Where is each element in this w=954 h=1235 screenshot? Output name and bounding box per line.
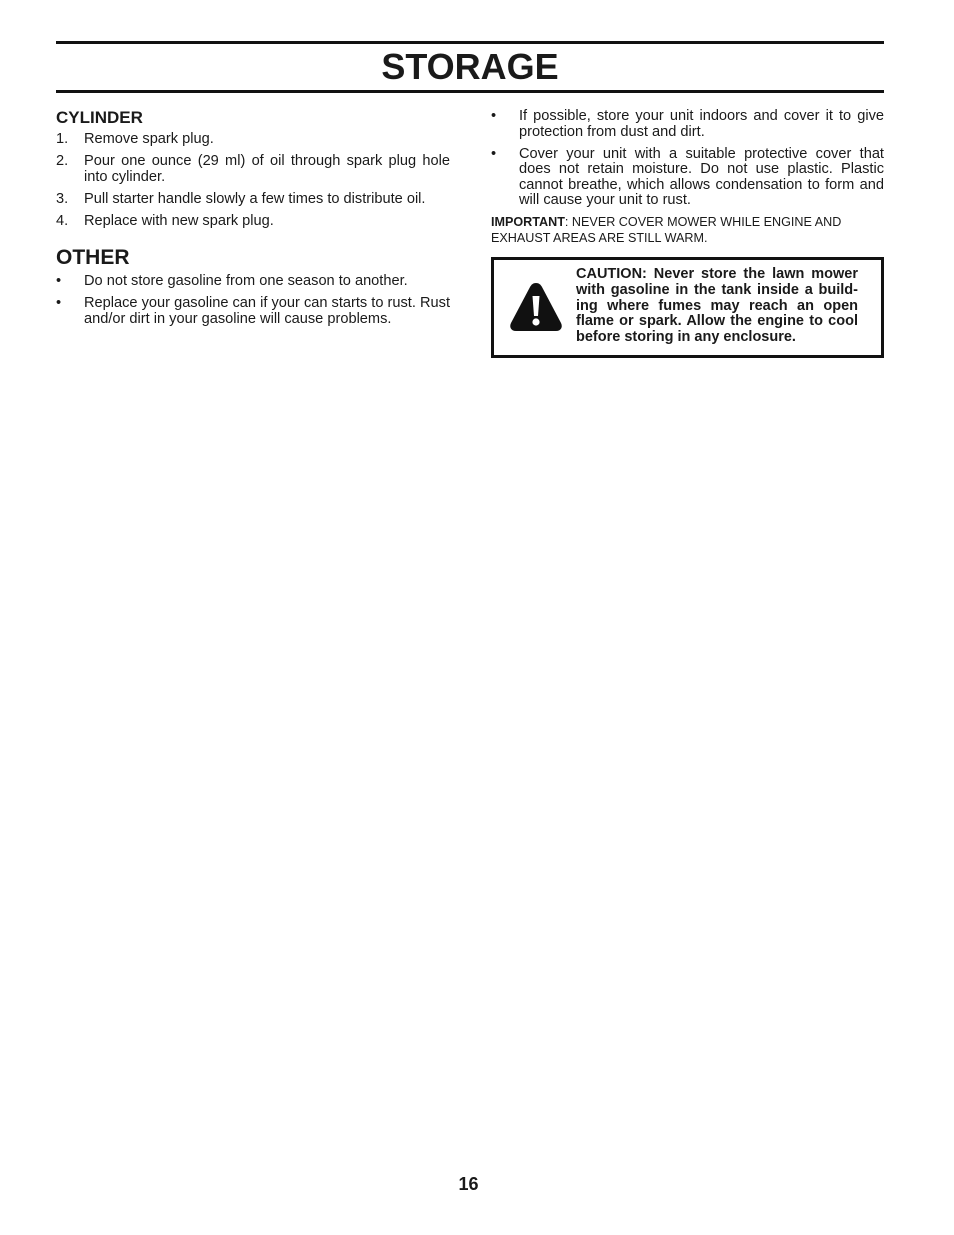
page-number: 16 (458, 1174, 479, 1194)
list-item (56, 214, 450, 230)
step-number: 4. (56, 212, 69, 229)
step-number: 3. (56, 190, 69, 207)
bullet-mark: • (56, 295, 62, 311)
caution-text: CAUTION: Never store the lawn mower with gasoline in the tank inside a build-ing where fumes may reach an open flame or spark. Allow the engine to cool before storing in any enclosure. (576, 266, 858, 346)
other-heading: OTHER (56, 246, 130, 269)
warning-triangle-icon (508, 281, 564, 333)
cylinder-heading: CYLINDER (56, 108, 143, 127)
list-item (56, 154, 450, 185)
bullet-mark: • (56, 273, 62, 289)
step-text: Remove spark plug. (84, 131, 214, 147)
list-item (491, 109, 884, 140)
other-bullets-list (56, 274, 450, 327)
list-item (56, 192, 450, 208)
step-number: 2. (56, 153, 69, 169)
list-item (491, 147, 884, 209)
bullet-text: If possible, store your unit indoors and cover it to give protection from dust and dirt. (519, 108, 884, 140)
title-underline-rule (56, 90, 884, 93)
page-title: STORAGE (381, 46, 559, 87)
bullet-text: Cover your unit with a suitable protective cover that does not retain moisture. Do not use plastic. Plastic cannot breathe, which allows condensation to form and will cause your unit to rust. (519, 145, 884, 208)
important-note (491, 215, 884, 246)
step-text: Pour one ounce (29 ml) of oil through spark plug hole into cylinder. (84, 153, 450, 185)
bullet-mark: • (491, 108, 497, 124)
storage-bullets-list (491, 109, 884, 209)
step-number: 1. (56, 131, 69, 147)
bullet-text: Do not store gasoline from one season to another. (84, 273, 408, 289)
list-item (56, 296, 450, 327)
bullet-text: Replace your gasoline can if your can starts to rust. Rust and/or dirt in your gasoline will cause problems. (84, 295, 450, 327)
left-column (56, 108, 450, 334)
cylinder-steps-list (56, 132, 450, 229)
right-column (491, 109, 884, 246)
caution-box (491, 257, 884, 358)
bullet-mark: • (491, 145, 497, 162)
important-label: IMPORTANT (491, 215, 565, 229)
list-item (56, 132, 450, 148)
step-text: Replace with new spark plug. (84, 212, 274, 229)
list-item (56, 274, 450, 290)
step-text: Pull starter handle slowly a few times to distribute oil. (84, 190, 426, 207)
important-text: : NEVER COVER MOWER WHILE ENGINE AND EXHAUST AREAS ARE STILL WARM. (491, 215, 842, 245)
